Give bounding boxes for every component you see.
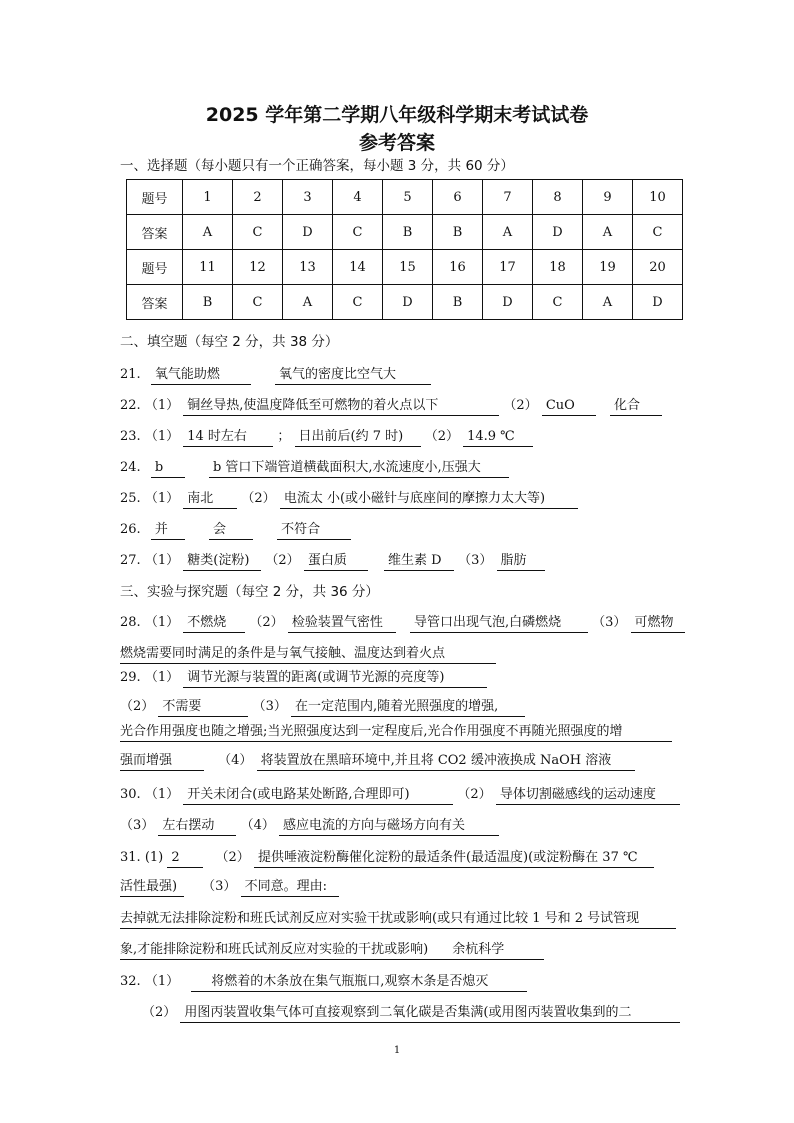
q32-line-2: [142, 1004, 680, 1023]
table-cell: A: [283, 285, 333, 320]
answer-blank: 电流太 小(或小磁针与底座间的摩擦力太大等): [280, 491, 578, 509]
part-label: （3）: [202, 879, 237, 894]
answer-blank: 感应电流的方向与磁场方向有关: [279, 818, 499, 836]
table-cell: 6: [433, 180, 483, 215]
answer-blank: 铜丝导热,使温度降低至可燃物的着火点以下: [183, 398, 499, 416]
answer-blank: 导体切割磁感线的运动速度: [496, 787, 680, 805]
q22-line: [120, 397, 662, 416]
q27-line: [120, 552, 545, 571]
q29-line-4: [120, 752, 635, 771]
part-label: （1）: [144, 974, 180, 989]
question-number: 32.: [120, 974, 141, 989]
answer-blank: 脂肪: [497, 553, 545, 571]
page-number: 1: [393, 1045, 401, 1056]
answer-blank: 不需要: [158, 699, 248, 717]
table-cell: 19: [583, 250, 633, 285]
table-cell: 16: [433, 250, 483, 285]
part-label: （4）: [218, 753, 253, 768]
answer-blank: 氧气能助燃: [151, 367, 251, 385]
table-cell: 2: [233, 180, 283, 215]
answer-blank: 光合作用强度也随之增强;当光照强度达到一定程度后,光合作用强度不再随光照强度的增: [120, 724, 672, 742]
answer-blank: 强而增强: [120, 753, 204, 771]
separator: ；: [277, 429, 291, 444]
answer-blank: 氧气的密度比空气大: [275, 367, 431, 385]
q32-line: [120, 973, 527, 992]
answer-blank: 活性最强): [120, 879, 184, 897]
table-cell: 12: [233, 250, 283, 285]
answer-blank: 不同意。理由:: [241, 879, 339, 897]
answer-blank: 可燃物: [631, 615, 685, 633]
answer-blank: 开关未闭合(或电路某处断路,合理即可): [183, 787, 453, 805]
answer-blank: 14 时左右: [183, 429, 273, 447]
table-cell: A: [183, 215, 233, 250]
table-row: [127, 215, 683, 250]
page-title: 2025 学年第二学期八年级科学期末考试试卷: [205, 104, 589, 126]
table-cell: 10: [633, 180, 683, 215]
question-number: 27.: [120, 553, 141, 568]
q24-line: [120, 459, 509, 478]
q29-line-2: [120, 698, 525, 717]
q29-line-3: [120, 723, 672, 742]
table-cell: 4: [333, 180, 383, 215]
table-cell: 3: [283, 180, 333, 215]
part-label: （2）: [142, 1005, 177, 1020]
answer-blank: 维生素 D: [384, 553, 454, 571]
part-label: （2）: [457, 787, 492, 802]
table-cell: 15: [383, 250, 433, 285]
q30-line: [120, 786, 680, 805]
q31-line: [120, 849, 654, 868]
answer-blank: 糖类(淀粉): [183, 553, 261, 571]
part-label: （2）: [265, 553, 300, 568]
part-label: （2）: [503, 398, 538, 413]
answer-blank: 调节光源与装置的距离(或调节光源的亮度等): [183, 670, 487, 688]
question-number: 28.: [120, 615, 141, 630]
table-cell: 1: [183, 180, 233, 215]
table-cell: 5: [383, 180, 433, 215]
table-cell: D: [633, 285, 683, 320]
table-cell: B: [383, 215, 433, 250]
table-cell: 8: [533, 180, 583, 215]
q30-line-2: [120, 817, 499, 836]
table-cell: B: [183, 285, 233, 320]
part-label: （1）: [144, 398, 180, 413]
table-cell: B: [433, 215, 483, 250]
question-number: 21.: [120, 367, 141, 382]
answer-blank: 将燃着的木条放在集气瓶瓶口,观察木条是否熄灭: [191, 974, 527, 992]
table-cell: C: [233, 215, 283, 250]
question-number: 29.: [120, 670, 141, 685]
answer-blank: b: [151, 460, 185, 478]
section3-heading: 三、实验与探究题（每空 2 分，共 36 分）: [120, 584, 379, 600]
table-cell: A: [583, 215, 633, 250]
answer-blank: 将装置放在黑暗环境中,并且将 CO2 缓冲液换成 NaOH 溶液: [257, 753, 635, 771]
answer-blank: 不燃烧: [183, 615, 245, 633]
question-number: 31.: [120, 850, 141, 865]
watermark-text: 余杭科学: [452, 942, 505, 957]
section2-heading: 二、填空题（每空 2 分，共 38 分）: [120, 334, 339, 350]
table-cell: C: [233, 285, 283, 320]
table-cell: 18: [533, 250, 583, 285]
q31-line-4: [120, 941, 544, 960]
part-label: （1）: [144, 429, 180, 444]
row-label: 答案: [127, 215, 183, 250]
answer-blank: 去掉就无法排除淀粉和班氏试剂反应对实验干扰或影响(或只有通过比较 1 号和 2 号试管现: [120, 911, 676, 929]
table-cell: 13: [283, 250, 333, 285]
table-cell: D: [483, 285, 533, 320]
part-label: （4）: [240, 818, 275, 833]
part-label: （3）: [458, 553, 493, 568]
table-cell: 9: [583, 180, 633, 215]
table-cell: C: [333, 285, 383, 320]
table-cell: A: [583, 285, 633, 320]
answer-blank: 南北: [183, 491, 237, 509]
answer-blank: 并: [151, 522, 185, 540]
part-label: （3）: [252, 699, 287, 714]
q31-line-2: [120, 878, 339, 897]
part-label: （3）: [592, 615, 627, 630]
answer-blank-with-mark: [120, 942, 544, 960]
answer-blank: 燃烧需要同时满足的条件是与氧气接触、温度达到着火点: [120, 646, 496, 664]
page-subtitle: 参考答案: [358, 132, 435, 154]
table-cell: D: [283, 215, 333, 250]
answer-blank: 在一定范围内,随着光照强度的增强,: [291, 699, 525, 717]
part-label: （2）: [249, 615, 284, 630]
q29-line: [120, 669, 487, 688]
table-row: [127, 250, 683, 285]
q28-line-2: [120, 645, 496, 664]
part-label: （2）: [120, 699, 155, 714]
question-number: 23.: [120, 429, 141, 444]
answer-blank: b 管口下端管道横截面积大,水流速度小,压强大: [209, 460, 509, 478]
answer-blank: CuO: [542, 398, 596, 416]
table-cell: 14: [333, 250, 383, 285]
q23-line: [120, 428, 533, 447]
part-label: （1）: [144, 553, 180, 568]
table-cell: B: [433, 285, 483, 320]
answer-blank: 蛋白质: [304, 553, 368, 571]
table-row: [127, 180, 683, 215]
answer-blank: 不符合: [277, 522, 351, 540]
answer-blank: 2: [167, 850, 203, 868]
table-cell: D: [533, 215, 583, 250]
table-cell: 20: [633, 250, 683, 285]
answer-blank: 左右摆动: [158, 818, 236, 836]
q28-line: [120, 614, 685, 633]
part-label: （1）: [144, 491, 180, 506]
question-number: 26.: [120, 522, 141, 537]
part-label: （3）: [120, 818, 155, 833]
part-label: （1）: [144, 787, 180, 802]
table-cell: 11: [183, 250, 233, 285]
table-cell: A: [483, 215, 533, 250]
q21-line: [120, 366, 431, 385]
answer-blank: 日出前后(约 7 时): [295, 429, 421, 447]
answer-blank: 检验装置气密性: [288, 615, 396, 633]
part-label: （1）: [144, 670, 180, 685]
table-row: [127, 285, 683, 320]
part-label: (1): [144, 850, 164, 865]
answer-blank: 用图丙装置收集气体可直接观察到二氧化碳是否集满(或用图丙装置收集到的二: [180, 1005, 680, 1023]
question-number: 22.: [120, 398, 141, 413]
row-label: 答案: [127, 285, 183, 320]
table-cell: C: [333, 215, 383, 250]
table-cell: C: [533, 285, 583, 320]
table-cell: D: [383, 285, 433, 320]
table-cell: 17: [483, 250, 533, 285]
part-label: （1）: [144, 615, 180, 630]
answer-table: [126, 179, 683, 320]
section1-heading: 一、选择题（每小题只有一个正确答案，每小题 3 分，共 60 分）: [120, 158, 514, 174]
row-label: 题号: [127, 250, 183, 285]
row-label: 题号: [127, 180, 183, 215]
part-label: （2）: [241, 491, 276, 506]
question-number: 25.: [120, 491, 141, 506]
part-label: （2）: [424, 429, 459, 444]
question-number: 24.: [120, 460, 141, 475]
q25-line: [120, 490, 578, 509]
answer-blank: 化合: [610, 398, 662, 416]
q31-line-3: [120, 910, 676, 929]
part-label: （2）: [215, 850, 250, 865]
answer-text: 象,才能排除淀粉和班氏试剂反应对实验的干扰或影响): [120, 942, 429, 957]
q26-line: [120, 521, 351, 540]
answer-blank: 提供唾液淀粉酶催化淀粉的最适条件(最适温度)(或淀粉酶在 37 ℃: [254, 850, 654, 868]
answer-blank: 会: [209, 522, 253, 540]
question-number: 30.: [120, 787, 141, 802]
table-cell: C: [633, 215, 683, 250]
answer-blank: 导管口出现气泡,白磷燃烧: [410, 615, 588, 633]
answer-blank: 14.9 ℃: [463, 429, 533, 447]
table-cell: 7: [483, 180, 533, 215]
